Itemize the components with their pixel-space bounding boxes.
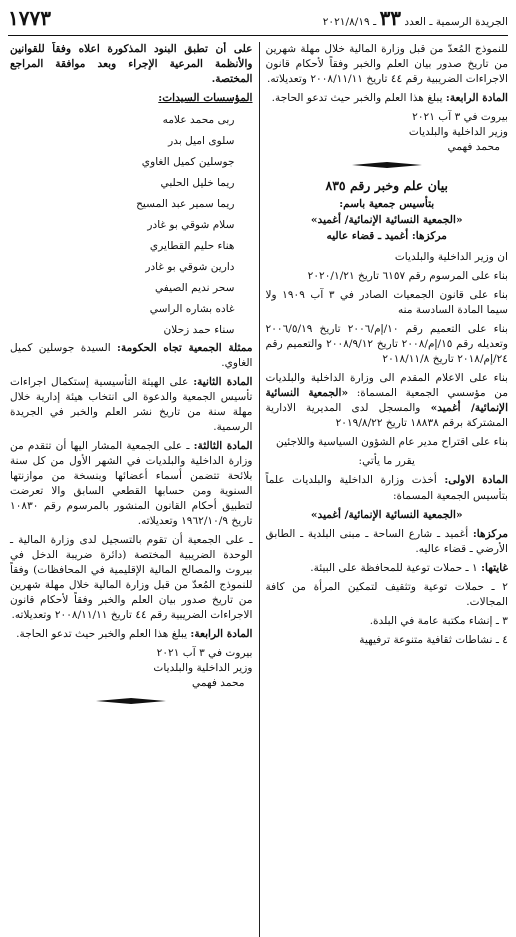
article-4-label: المادة الرابعة: <box>445 92 508 105</box>
basis-4-text: بناء على الاعلام المقدم الى وزارة الداخلية والبلديات من مؤسسي الجمعية المسماة: <box>265 372 508 400</box>
right-column <box>259 42 509 937</box>
goal-4: ٤ ـ نشاطات ثقافية متنوعة ترفيهية <box>359 633 508 646</box>
issue-number: ٣٣ <box>379 5 402 30</box>
intro-line: ان وزير الداخلية والبلديات <box>394 251 508 264</box>
basis-4-association: «الجمعية النسائية الإنمائية/ أغميد» <box>265 387 508 415</box>
founder-name: هناء حليم القطايري <box>149 239 235 252</box>
founder-name: ربى محمد علامه <box>162 114 235 127</box>
minister-title: وزير الداخلية والبلديات <box>408 126 508 139</box>
founder-name: غاده بشاره الراسي <box>149 302 235 315</box>
article-1 <box>266 473 509 503</box>
decides-line: يقرر ما يأتي: <box>358 455 415 468</box>
hq-label: مركزها: <box>472 527 508 540</box>
article-2-label: المادة الثانية: <box>193 375 253 388</box>
issue-date: ـ ٢٠٢١/٨/١٩ <box>322 15 377 28</box>
section-divider-left <box>10 697 253 705</box>
article-4 <box>266 91 509 106</box>
header-right <box>323 4 508 32</box>
basis-5: بناء على اقتراح مدير عام الشؤون السياسية واللاجئين <box>276 436 508 449</box>
basis-3: بناء على التعميم رقم ١٠/إم/٢٠٠٦ تاريخ ٢٠٠٦/٥/١٩ وتعديله رقم ١٥/إم/٢٠٠٨ تاريخ ٢٠٠٨/٩/١٢ والتعميم رقم ٢٤/إم/٢٠١٨ تاريخ ٢٠١٨/١١/٨ <box>265 323 508 366</box>
founder-name: دارين شوقي بو غادر <box>145 260 235 273</box>
continued-paragraph: للنموذج المُعدّ من قبل وزارة المالية خلال مهلة شهرين من تاريخ صدور بيان العلم والخبر وفقاً لأحكام قانون الاجراءات الضريبية رقم ٤٤ تاريخ ٢٠٠٨/١١/١١ وتعديلاته. <box>265 43 508 86</box>
founder-name: سلوى اميل بدر <box>168 135 235 148</box>
gazette-title: الجريدة الرسمية ـ العدد <box>404 15 508 28</box>
article-2-text: على الهيئة التأسيسية إستكمال اجراءات تأسيس الجمعية والدعوة الى انتخاب هيئة إدارية خلال مهلة سنة من تاريخ نشر العلم والخبر في الجريدة الرسمية. <box>10 375 253 433</box>
founders-label: المؤسسات السيدات: <box>158 92 253 105</box>
goals-label: غايتها: <box>481 561 508 574</box>
article-4-left-label: المادة الرابعة: <box>190 628 253 641</box>
goal-1: ١ ـ حملات توعية للمحافظة على البيئة. <box>310 561 478 574</box>
left-column <box>8 42 259 937</box>
basis-4 <box>266 371 509 431</box>
representative-label: ممثلة الجمعية تجاه الحكومة: <box>117 341 253 354</box>
goal-3: ٣ ـ إنشاء مكتبة عامة في البلدة. <box>369 614 508 627</box>
article-1-association: «الجمعية النسائية الإنمائية/ أغميد» <box>310 508 463 521</box>
basis-4-registration: والمسجل لدى المديرية الادارية المشتركة برقم ١٨٨٣٨ تاريخ ٢٠١٩/٨/٢٢ <box>265 402 508 430</box>
place-date: بيروت في ٣ آب ٢٠٢١ <box>412 111 508 124</box>
minister-name: محمد فهمي <box>447 141 500 154</box>
article-3 <box>10 439 253 529</box>
association-name: «الجمعية النسائية الإنمائية/ أغميد» <box>310 214 463 226</box>
founder-name: ريما خليل الحلبي <box>160 177 235 190</box>
article-3-text: ـ على الجمعية المشار اليها أن تتقدم من وزارة الداخلية والبلديات في الشهر الأول من كل سنة بلائحة تتضمن أسماء أعضائها وبنسخة من موازنتها السنوية ومن حسابها القطعي السابق والا تعرضت لتطبيق أحكام القانون المنشور بالمرسوم رقم ١٠٨٣٠ تاريخ ١٩٦٢/١٠/٩ وتعديلاته. <box>10 439 253 528</box>
article-3-tax: ـ على الجمعية أن تقوم بالتسجيل لدى وزارة المالية ـ الوحدة الضريبية المختصة (دائرة ضريبة الدخل في بيروت والمصالح المالية الإقليمية في المحافظات) وفقاً للنموذج المُعدّ من قبل وزارة المالية خلال مهلة شهرين من تاريخ صدور بيان العلم والخبر وفقاً لأحكام قانون الاجراءات الضريبية رقم ٤٤ تاريخ ٢٠٠٨/١١/١١ وتعديلاته. <box>10 534 253 622</box>
minister-title-left: وزير الداخلية والبلديات <box>153 662 253 675</box>
place-date-left: بيروت في ٣ آب ٢٠٢١ <box>156 647 253 660</box>
notice-subtitle: بتأسيس جمعية باسم: <box>339 197 435 210</box>
founder-name: سلام شوقي بو غادر <box>147 218 235 231</box>
founder-name: ريما سمير عبد المسيح <box>136 198 235 210</box>
minister-name-left: محمد فهمي <box>192 677 245 690</box>
association-hq: مركزها: أغميد ـ قضاء عاليه <box>326 230 447 243</box>
government-representative <box>10 341 253 371</box>
goal-2: ٢ ـ حملات توعية وتثقيف لتمكين المرأة من كافة المجالات. <box>265 580 508 608</box>
article-2 <box>10 375 253 435</box>
founders-list <box>10 110 253 341</box>
basis-2: بناء على قانون الجمعيات الصادر في ٣ آب ١٩٠٩ ولا سيما المادة السادسة منه <box>265 289 508 317</box>
article-1-text: أخذت وزارة الداخلية والبلديات علماً بتأسيس الجمعية المسماة: <box>265 474 508 502</box>
body-columns <box>8 42 508 937</box>
notice-title: بيان علم وخبر رقم ٨٣٥ <box>325 178 448 194</box>
goals <box>266 561 509 576</box>
hq-text: أغميد ـ شارع الساحة ـ مبنى البلدية ـ الطابق الأرضي ـ قضاء عاليه. <box>265 527 508 555</box>
hq-details <box>266 527 509 557</box>
conditions-paragraph: على أن تطبق البنود المذكورة اعلاه وفقاً للقوانين والأنظمة المرعية الإجراء وبعد موافقة المراجع المختصة. <box>10 43 253 86</box>
article-4-left <box>10 627 253 642</box>
basis-1: بناء على المرسوم رقم ٦١٥٧ تاريخ ٢٠٢٠/١/٢١ <box>307 270 508 283</box>
founder-name: سحر نديم الصيفي <box>154 281 235 294</box>
page-header <box>8 6 508 36</box>
representative-name: السيدة جوسلين كميل الغاوي. <box>10 341 253 369</box>
founder-name: سناء حمد زحلان <box>163 323 235 336</box>
section-divider <box>266 161 509 169</box>
article-1-label: المادة الاولى: <box>444 474 508 487</box>
page-number: ١٧٧٣ <box>8 5 51 30</box>
article-4-text: يبلغ هذا العلم والخبر حيث تدعو الحاجة. <box>271 92 443 105</box>
founder-name: جوسلين كميل الغاوي <box>141 156 235 169</box>
article-3-label: المادة الثالثة: <box>193 439 253 452</box>
article-4-left-text: يبلغ هذا العلم والخبر حيث تدعو الحاجة. <box>16 628 188 641</box>
